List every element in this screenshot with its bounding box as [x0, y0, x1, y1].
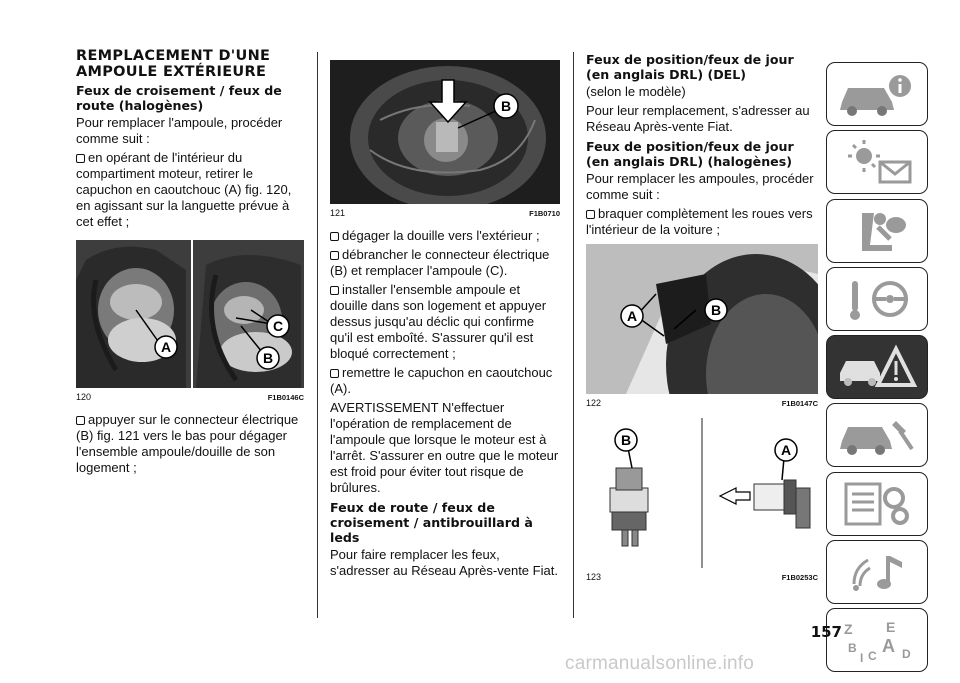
breakdown-triangle-icon: [834, 341, 920, 393]
intro-text: Pour remplacer l'ampoule, procéder comme suit :: [76, 115, 283, 146]
tab-airbag-seat[interactable]: [826, 199, 928, 263]
svg-text:I: I: [860, 651, 864, 666]
bullet-text: appuyer sur le connecteur électrique (B) fig. 121 vers le bas pour dégager l'ensemble ampoule/douille de son logement ;: [76, 412, 299, 475]
page-number: 157: [810, 623, 842, 641]
index-letters-icon: [834, 614, 920, 666]
bullet-remove-cap: [76, 150, 304, 230]
figure-code: F1B0146C: [267, 393, 304, 402]
bullet-disconnect: [330, 247, 560, 279]
svg-text:B: B: [620, 432, 632, 448]
bullet-text: débrancher le connecteur électrique (B) et remplacer l'ampoule (C).: [330, 247, 550, 278]
column-2: [330, 60, 560, 582]
bullet-release-socket: [330, 228, 560, 244]
svg-text:C: C: [272, 318, 284, 334]
engine-bay-illustration: [76, 240, 304, 388]
bullet-box-icon: [330, 369, 339, 378]
led-service-text: Pour faire remplacer les feux, s'adresser au Réseau Après-vente Fiat.: [330, 547, 558, 578]
wheel-arch-illustration: [586, 244, 818, 394]
callout-a: [621, 305, 643, 327]
callout-b: [257, 347, 279, 369]
svg-text:E: E: [886, 619, 896, 636]
bullet-press-connector: [76, 412, 304, 476]
bullet-box-icon: [330, 251, 339, 260]
bullet-box-icon: [76, 416, 85, 425]
airbag-seat-icon: [834, 205, 920, 257]
bullet-text: installer l'ensemble ampoule et douille dans son logement et appuyer dessus jusqu'au déclic qui confirme qu'il est emboîté. S'assurer qu'il est bloqué correctement ;: [330, 282, 547, 361]
callout-b: [494, 94, 518, 118]
figure-121-image: [330, 60, 560, 204]
tab-warning-lights[interactable]: [826, 130, 928, 194]
subheading-led-lights: Feux de route / feux de croisement / antibrouillard à leds: [330, 500, 533, 545]
bullet-box-icon: [586, 210, 595, 219]
drl-intro-text: Pour remplacer les ampoules, procéder comme suit :: [586, 171, 814, 202]
figure-number: 121: [330, 208, 346, 218]
column-3: [586, 52, 818, 592]
callout-b: [705, 299, 727, 321]
warning-text: AVERTISSEMENT N'effectuer l'opération de remplacement de l'ampoule que lorsque le moteur est à l'arrêt. S'assurer en outre que le moteur est froid pour éviter tout risque de brûlures.: [330, 400, 559, 495]
bullet-box-icon: [330, 286, 339, 295]
car-info-icon: [834, 68, 920, 120]
figure-code: F1B0253C: [781, 573, 818, 582]
multimedia-icon: [834, 546, 920, 598]
figure-122-caption: [586, 398, 818, 408]
tab-car-info[interactable]: [826, 62, 928, 126]
warning-lights-icon: [834, 136, 920, 188]
subheading-drl-led: Feux de position/feux de jour (en anglais DRL) (DEL): [586, 52, 794, 82]
tab-multimedia[interactable]: [826, 540, 928, 604]
figure-number: 120: [76, 392, 92, 402]
svg-text:C: C: [868, 649, 877, 664]
figure-code: F1B0710: [529, 209, 560, 218]
figure-121-caption: [330, 208, 560, 218]
steering-wheel-icon: [834, 273, 920, 325]
car-service-icon: [834, 409, 920, 461]
figure-120-image: [76, 240, 304, 388]
bullet-install: [330, 282, 560, 362]
figure-123-image: [586, 418, 818, 568]
callout-a: [775, 439, 797, 461]
bullet-text: en opérant de l'intérieur du compartiment moteur, retirer le capuchon en caoutchouc (A) fig. 120, en agissant sur la languette prévue à cet effet ;: [76, 150, 292, 229]
watermark: carmanualsonline.info: [565, 653, 755, 674]
specs-gear-icon: [834, 478, 920, 530]
bullet-text: dégager la douille vers l'extérieur ;: [342, 228, 540, 243]
svg-text:B: B: [500, 98, 512, 114]
bullet-text: remettre le capuchon en caoutchouc (A).: [330, 365, 553, 396]
svg-text:B: B: [848, 641, 857, 656]
figure-120: [76, 240, 304, 402]
model-note: (selon le modèle): [586, 84, 686, 99]
svg-text:A: A: [882, 636, 895, 657]
tab-car-service[interactable]: [826, 403, 928, 467]
callout-b: [615, 429, 637, 451]
column-divider-1: [317, 52, 318, 618]
tab-steering[interactable]: [826, 267, 928, 331]
figure-123-caption: [586, 572, 818, 582]
figure-number: 122: [586, 398, 602, 408]
section-title: [76, 48, 304, 80]
figure-122-image: [586, 244, 818, 394]
subheading-drl-halogen: Feux de position/feux de jour (en anglais DRL) (halogènes): [586, 139, 794, 169]
svg-text:A: A: [780, 442, 792, 458]
figure-121: [330, 60, 560, 218]
section-title-line-1: REMPLACEMENT D'UNE: [76, 48, 271, 64]
tab-breakdown[interactable]: [826, 335, 928, 399]
section-title-line-2: AMPOULE EXTÉRIEURE: [76, 64, 267, 80]
bulb-replacement-illustration: [586, 418, 818, 568]
chapter-tabs: [826, 62, 928, 677]
svg-text:A: A: [160, 339, 172, 355]
tab-specs[interactable]: [826, 472, 928, 536]
svg-text:B: B: [710, 302, 722, 318]
bullet-refit-cap: [330, 365, 560, 397]
callout-a: [155, 336, 177, 358]
bullet-turn-wheels: [586, 206, 818, 238]
svg-text:A: A: [626, 308, 638, 324]
figure-number: 123: [586, 572, 602, 582]
column-1: [76, 48, 304, 479]
column-divider-2: [573, 52, 574, 618]
bullet-text: braquer complètement les roues vers l'intérieur de la voiture ;: [586, 206, 813, 237]
callout-c: [267, 315, 289, 337]
drl-led-service-text: Pour leur remplacement, s'adresser au Réseau Après-vente Fiat.: [586, 103, 810, 134]
headlamp-socket-illustration: [330, 60, 560, 204]
svg-text:B: B: [262, 350, 274, 366]
figure-120-caption: [76, 392, 304, 402]
figure-code: F1B0147C: [781, 399, 818, 408]
svg-text:D: D: [902, 647, 911, 662]
figure-122: [586, 244, 818, 408]
subheading-low-high-beam: Feux de croisement / feux de route (halogènes): [76, 83, 282, 113]
figure-123: [586, 418, 818, 582]
bullet-box-icon: [76, 154, 85, 163]
svg-text:Z: Z: [844, 621, 853, 638]
bullet-box-icon: [330, 232, 339, 241]
